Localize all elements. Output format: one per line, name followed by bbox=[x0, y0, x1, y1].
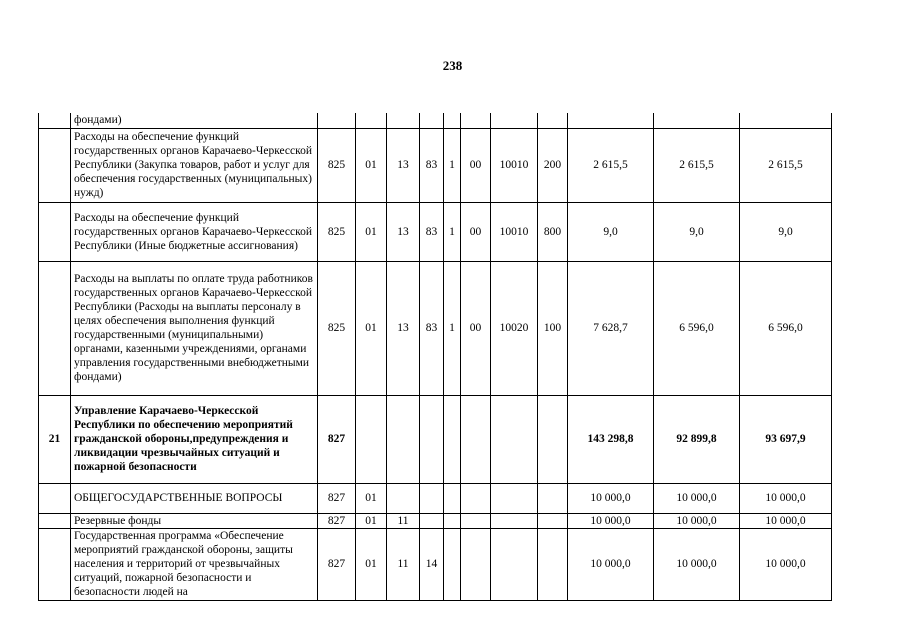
code-glava: 827 bbox=[318, 513, 356, 528]
code-direction bbox=[461, 483, 491, 513]
table-row bbox=[39, 113, 832, 128]
table-row bbox=[39, 202, 832, 261]
code-expense-type: 100 bbox=[538, 261, 568, 395]
code-article bbox=[491, 395, 538, 483]
table-body bbox=[39, 113, 832, 600]
code-pr: 13 bbox=[387, 261, 420, 395]
code-program bbox=[420, 113, 444, 128]
amount-year-2: 2 615,5 bbox=[654, 128, 740, 202]
row-name: Государственная программа «Обеспечение мероприятий гражданской обороны, защиты населения и территорий от чрезвычайных ситуаций, пожарной безопасности и безопасности людей на bbox=[71, 528, 318, 600]
code-expense-type bbox=[538, 113, 568, 128]
amount-year-3: 6 596,0 bbox=[740, 261, 832, 395]
row-number bbox=[39, 202, 71, 261]
code-direction bbox=[461, 395, 491, 483]
row-name: Управление Карачаево-Черкесской Республики по обеспечению мероприятий гражданской обороны,предупреждения и ликвидации чрезвычайных ситуаций и пожарной безопасности bbox=[71, 395, 318, 483]
amount-year-2: 9,0 bbox=[654, 202, 740, 261]
amount-year-1: 10 000,0 bbox=[568, 528, 654, 600]
table-row bbox=[39, 483, 832, 513]
table-row bbox=[39, 528, 832, 600]
code-glava: 825 bbox=[318, 128, 356, 202]
code-rz bbox=[356, 395, 387, 483]
code-subprogram: 1 bbox=[444, 128, 461, 202]
code-direction bbox=[461, 528, 491, 600]
code-program: 14 bbox=[420, 528, 444, 600]
code-subprogram: 1 bbox=[444, 202, 461, 261]
code-program bbox=[420, 513, 444, 528]
code-article bbox=[491, 513, 538, 528]
code-article bbox=[491, 528, 538, 600]
code-pr: 13 bbox=[387, 202, 420, 261]
code-direction: 00 bbox=[461, 128, 491, 202]
code-subprogram bbox=[444, 395, 461, 483]
amount-year-2: 6 596,0 bbox=[654, 261, 740, 395]
code-subprogram bbox=[444, 528, 461, 600]
amount-year-1: 10 000,0 bbox=[568, 483, 654, 513]
amount-year-1: 143 298,8 bbox=[568, 395, 654, 483]
amount-year-1: 7 628,7 bbox=[568, 261, 654, 395]
table-row bbox=[39, 261, 832, 395]
amount-year-1: 9,0 bbox=[568, 202, 654, 261]
amount-year-1: 2 615,5 bbox=[568, 128, 654, 202]
row-number bbox=[39, 528, 71, 600]
code-glava: 825 bbox=[318, 202, 356, 261]
row-name: Расходы на выплаты по оплате труда работников государственных органов Карачаево-Черкесской Республики (Расходы на выплаты персоналу в целях обеспечения выполнения функций государственными (муниципальными) органами, казенными учреждениями, органами управления государственными внебюджетными фондами) bbox=[71, 261, 318, 395]
code-rz: 01 bbox=[356, 128, 387, 202]
row-name: Расходы на обеспечение функций государственных органов Карачаево-Черкесской Республики (Иные бюджетные ассигнования) bbox=[71, 202, 318, 261]
amount-year-3: 10 000,0 bbox=[740, 483, 832, 513]
code-pr bbox=[387, 113, 420, 128]
code-rz: 01 bbox=[356, 202, 387, 261]
page-number: 238 bbox=[442, 58, 463, 73]
row-name: Расходы на обеспечение функций государственных органов Карачаево-Черкесской Республики (Закупка товаров, работ и услуг для обеспечения государственных (муниципальных) нужд) bbox=[71, 128, 318, 202]
amount-year-3: 10 000,0 bbox=[740, 528, 832, 600]
code-glava: 827 bbox=[318, 483, 356, 513]
amount-year-3: 10 000,0 bbox=[740, 513, 832, 528]
table-row bbox=[39, 128, 832, 202]
code-program: 83 bbox=[420, 128, 444, 202]
code-pr: 11 bbox=[387, 528, 420, 600]
code-rz bbox=[356, 113, 387, 128]
code-expense-type bbox=[538, 395, 568, 483]
code-glava bbox=[318, 113, 356, 128]
code-expense-type bbox=[538, 513, 568, 528]
code-subprogram bbox=[444, 483, 461, 513]
code-direction bbox=[461, 113, 491, 128]
code-direction bbox=[461, 513, 491, 528]
code-glava: 825 bbox=[318, 261, 356, 395]
code-program bbox=[420, 395, 444, 483]
code-article bbox=[491, 483, 538, 513]
code-program: 83 bbox=[420, 202, 444, 261]
code-rz: 01 bbox=[356, 513, 387, 528]
table-row bbox=[39, 395, 832, 483]
amount-year-2: 92 899,8 bbox=[654, 395, 740, 483]
code-subprogram bbox=[444, 513, 461, 528]
row-name: ОБЩЕГОСУДАРСТВЕННЫЕ ВОПРОСЫ bbox=[71, 483, 318, 513]
code-direction: 00 bbox=[461, 202, 491, 261]
code-expense-type: 800 bbox=[538, 202, 568, 261]
code-pr: 13 bbox=[387, 128, 420, 202]
code-glava: 827 bbox=[318, 395, 356, 483]
code-expense-type bbox=[538, 483, 568, 513]
code-expense-type bbox=[538, 528, 568, 600]
row-name: Резервные фонды bbox=[71, 513, 318, 528]
code-direction: 00 bbox=[461, 261, 491, 395]
code-pr bbox=[387, 395, 420, 483]
amount-year-1 bbox=[568, 113, 654, 128]
code-program: 83 bbox=[420, 261, 444, 395]
amount-year-3: 93 697,9 bbox=[740, 395, 832, 483]
row-number bbox=[39, 483, 71, 513]
row-number: 21 bbox=[39, 395, 71, 483]
code-pr: 11 bbox=[387, 513, 420, 528]
amount-year-3 bbox=[740, 113, 832, 128]
amount-year-1: 10 000,0 bbox=[568, 513, 654, 528]
code-rz: 01 bbox=[356, 261, 387, 395]
row-number bbox=[39, 513, 71, 528]
row-number bbox=[39, 128, 71, 202]
code-article: 10010 bbox=[491, 202, 538, 261]
amount-year-3: 2 615,5 bbox=[740, 128, 832, 202]
row-number bbox=[39, 113, 71, 128]
budget-table bbox=[38, 113, 832, 601]
amount-year-2 bbox=[654, 113, 740, 128]
table-row bbox=[39, 513, 832, 528]
amount-year-3: 9,0 bbox=[740, 202, 832, 261]
code-expense-type: 200 bbox=[538, 128, 568, 202]
amount-year-2: 10 000,0 bbox=[654, 483, 740, 513]
row-name: фондами) bbox=[71, 113, 318, 128]
code-subprogram: 1 bbox=[444, 261, 461, 395]
code-rz: 01 bbox=[356, 483, 387, 513]
amount-year-2: 10 000,0 bbox=[654, 528, 740, 600]
code-rz: 01 bbox=[356, 528, 387, 600]
code-program bbox=[420, 483, 444, 513]
code-subprogram bbox=[444, 113, 461, 128]
code-article: 10010 bbox=[491, 128, 538, 202]
amount-year-2: 10 000,0 bbox=[654, 513, 740, 528]
code-article bbox=[491, 113, 538, 128]
row-number bbox=[39, 261, 71, 395]
code-glava: 827 bbox=[318, 528, 356, 600]
code-pr bbox=[387, 483, 420, 513]
code-article: 10020 bbox=[491, 261, 538, 395]
